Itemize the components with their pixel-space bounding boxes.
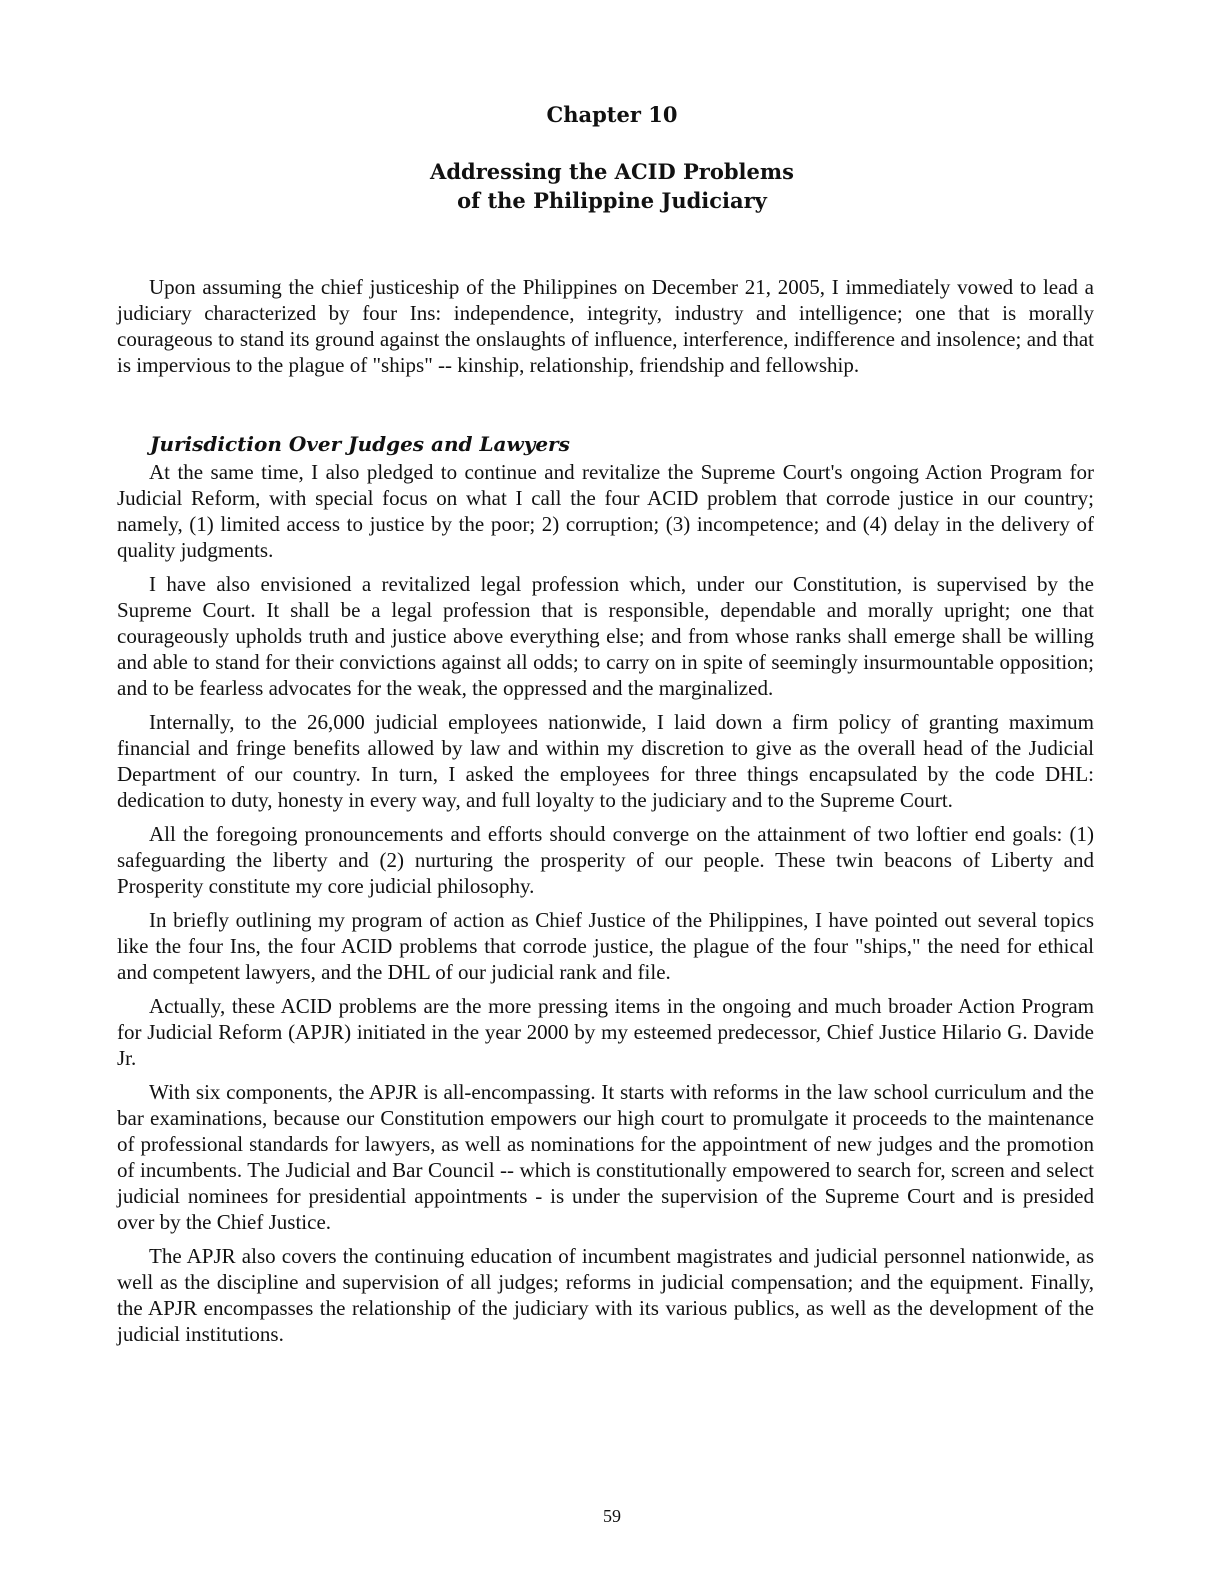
body-paragraph-1: At the same time, I also pledged to continue and revitalize the Supreme Court's ongoing Action Program for Judicial Reform, with special focus on what I call the four ACID problem that corrode justice in our country; namely, (1) limited access to justice by the poor; 2) corruption; (3) incompetence; and (4) delay in the delivery of quality judgments. bbox=[117, 460, 1094, 562]
body-paragraph-4: All the foregoing pronouncements and efforts should converge on the attainment of two loftier end goals: (1) safeguarding the liberty and (2) nurturing the prosperity of our people. These twin beacons of Liberty and Prosperity constitute my core judicial philosophy. bbox=[117, 822, 1094, 898]
chapter-title-line-1: Addressing the ACID Problems bbox=[430, 159, 794, 184]
page-number: 59 bbox=[603, 1506, 621, 1526]
chapter-title-line-2: of the Philippine Judiciary bbox=[457, 188, 767, 213]
body-paragraph-7: With six components, the APJR is all-encompassing. It starts with reforms in the law school curriculum and the bar examinations, because our Constitution empowers our high court to promulgate it proceeds to the maintenance of professional standards for lawyers, as well as nominations for the appointment of new judges and the promotion of incumbents. The Judicial and Bar Council -- which is constitutionally empowered to search for, screen and select judicial nominees for presidential appointments - is under the supervision of the Supreme Court and is presided over by the Chief Justice. bbox=[117, 1080, 1094, 1234]
body-paragraph-8: The APJR also covers the continuing education of incumbent magistrates and judicial personnel nationwide, as well as the discipline and supervision of all judges; reforms in judicial compensation; and the equipment. Finally, the APJR encompasses the relationship of the judiciary with its various publics, as well as the development of the judicial institutions. bbox=[117, 1244, 1094, 1346]
intro-section bbox=[117, 274, 1094, 378]
body-paragraph-2: I have also envisioned a revitalized legal profession which, under our Constitution, is supervised by the Supreme Court. It shall be a legal profession that is responsible, dependable and morally upright; one that courageously upholds truth and justice above everything else; and from whose ranks shall emerge shall be willing and able to stand for their convictions against all odds; to carry on in spite of seemingly insurmountable opposition; and to be fearless advocates for the weak, the oppressed and the marginalized. bbox=[117, 572, 1094, 700]
intro-paragraph: Upon assuming the chief justiceship of the Philippines on December 21, 2005, I immediately vowed to lead a judiciary characterized by four Ins: independence, integrity, industry and intelligence; one that is morally courageous to stand its ground against the onslaughts of influence, interference, indifference and insolence; and that is impervious to the plague of "ships" -- kinship, relationship, friendship and fellowship. bbox=[117, 275, 1094, 377]
body-paragraph-6: Actually, these ACID problems are the more pressing items in the ongoing and much broader Action Program for Judicial Reform (APJR) initiated in the year 2000 by my esteemed predecessor, Chief Justice Hilario G. Davide Jr. bbox=[117, 994, 1094, 1070]
section-heading: Jurisdiction Over Judges and Lawyers bbox=[150, 432, 570, 456]
body-paragraph-3: Internally, to the 26,000 judicial employees nationwide, I laid down a firm policy of granting maximum financial and fringe benefits allowed by law and within my discretion to give as the overall head of the Judicial Department of our country. In turn, I asked the employees for three things encapsulated by the code DHL: dedication to duty, honesty in every way, and full loyalty to the judiciary and to the Supreme Court. bbox=[117, 710, 1094, 812]
body-paragraph-5: In briefly outlining my program of action as Chief Justice of the Philippines, I have pointed out several topics like the four Ins, the four ACID problems that corrode justice, the plague of the four "ships," the need for ethical and competent lawyers, and the DHL of our judicial rank and file. bbox=[117, 908, 1094, 984]
chapter-label: Chapter 10 bbox=[546, 102, 678, 127]
chapter-title bbox=[0, 157, 1224, 215]
section-body bbox=[117, 459, 1094, 1347]
